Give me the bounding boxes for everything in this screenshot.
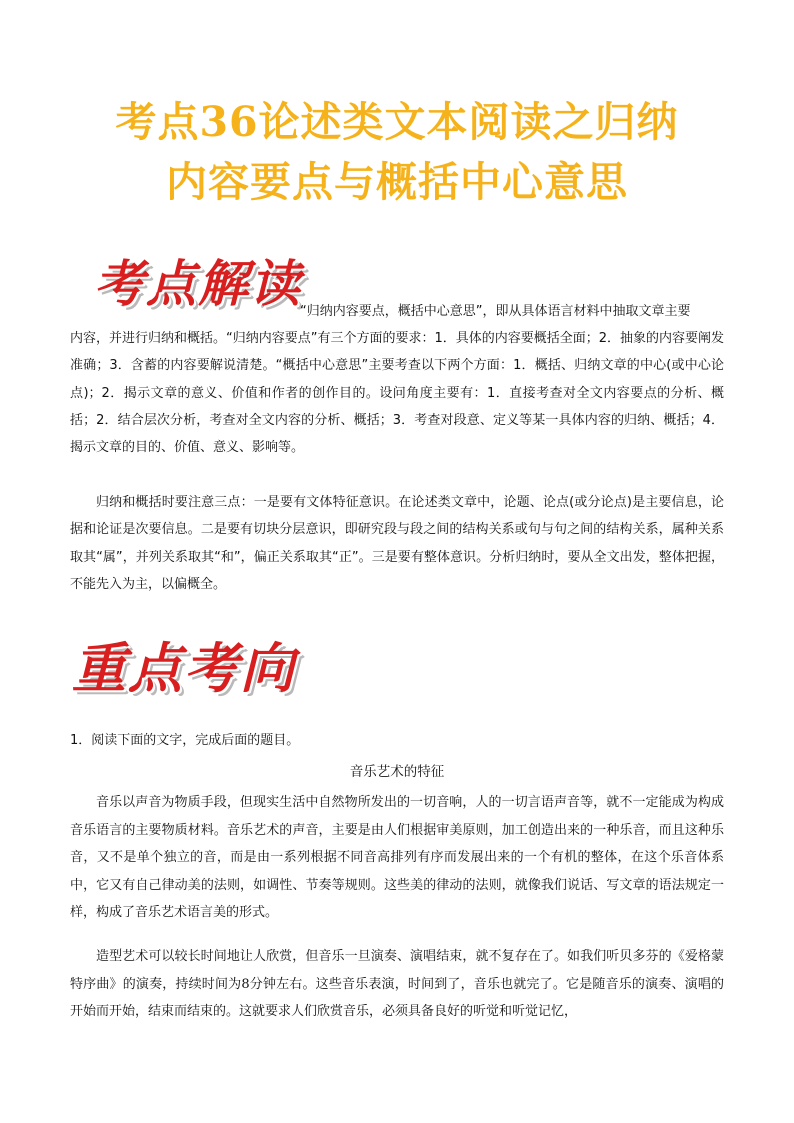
section-heading-exam-analysis: 考点解读 [94, 254, 302, 313]
article-title: 音乐艺术的特征 [349, 764, 445, 780]
intro-paragraph-2: 归纳和概括时要注意三点：一是要有文体特征意识。在论述类文章中，论题、论点(或分论点)是主要信息，论据和论证是次要信息。二是要有切块分层意识，即研究段与段之间的结构关系或句与句之间的结构关系，属种关系取其“属”，并列关系取其“和”，偏正关系取其“正”。三是要有整体意识。分析归纳时，要从全文出发，整体把握，不能先入为主，以偏概全。 [70, 495, 724, 592]
section-heading-key-directions: 重点考向 [72, 636, 296, 700]
intro-paragraph-continuation: 内容，并进行归纳和概括。“归纳内容要点”有三个方面的要求：1．具体的内容要概括全面；2．抽象的内容要阐发准确；3．含蓄的内容要解说清楚。“概括中心意思”主要考查以下两个方面：1．概括、归纳文章的中心(或中心论点)；2．揭示文章的意义、价值和作者的创作目的。设问角度主要有：1．直接考查对全文内容要点的分析、概括；2．结合层次分析，考查对全文内容的分析、概括；3．考查对段意、定义等某一具体内容的归纳、概括；4．揭示文章的目的、价值、意义、影响等。 [70, 331, 725, 456]
title-line-2: 内容要点与概括中心意思 [166, 158, 628, 206]
intro-first-line: “归纳内容要点，概括中心意思”，即从具体语言材料中抽取文章主要 [300, 304, 691, 319]
title-line-1: 考点36论述类文本阅读之归纳 [115, 98, 679, 146]
document-title [40, 92, 754, 212]
article-paragraph: 造型艺术可以较长时间地让人欣赏，但音乐一旦演奏、演唱结束，就不复存在了。如我们听贝多芬的《爱格蒙特序曲》的演奏，持续时间为8分钟左右。这些音乐表演，时间到了，音乐也就完了。它是随音乐的演奏、演唱的开始而开始，结束而结束的。这就要求人们欣赏音乐，必须具备良好的听觉和听觉记忆， [70, 949, 724, 1019]
question-prompt: 1．阅读下面的文字，完成后面的题目。 [70, 733, 300, 748]
article-paragraph: 音乐以声音为物质手段，但现实生活中自然物所发出的一切音响，人的一切言语声音等，就不一定能成为构成音乐语言的主要物质材料。音乐艺术的声音，主要是由人们根据审美原则，加工创造出来的一种乐音，而且这种乐音，又不是单个独立的音，而是由一系列根据不同音高排列有序而发展出来的一个有机的整体，在这个乐音体系中，它又有自己律动美的法则，如调性、节奏等规则。这些美的律动的法则，就像我们说话、写文章的语法规定一样，构成了音乐艺术语言美的形式。 [70, 795, 724, 920]
